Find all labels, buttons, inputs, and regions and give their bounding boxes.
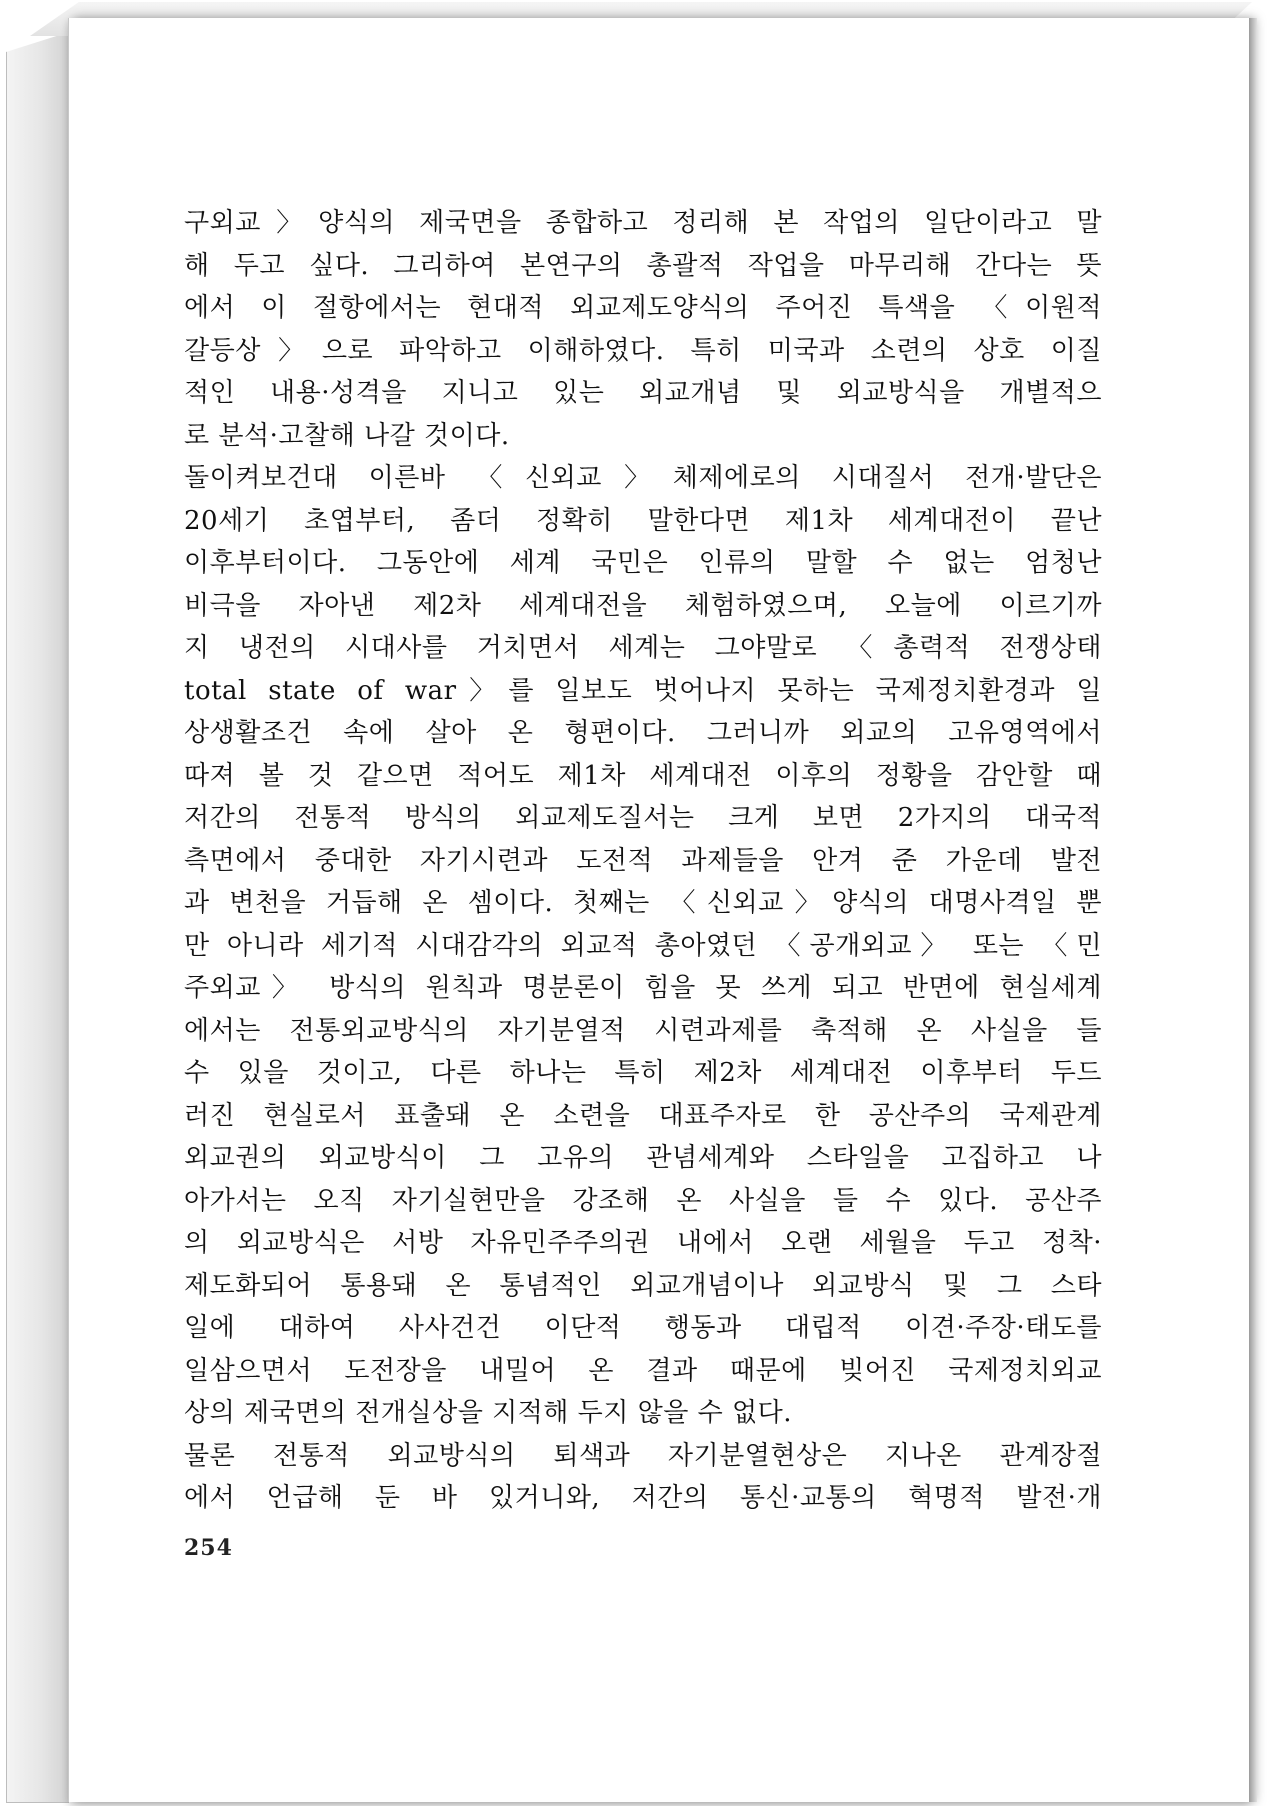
page-number: 254: [184, 1535, 233, 1561]
text-line: 만 아니라 세기적 시대감각의 외교적 총아였던 〈공개외교〉 또는 〈민: [184, 930, 1102, 961]
text-line: 러진 현실로서 표출돼 온 소련을 대표주자로 한 공산주의 국제관계: [184, 1100, 1102, 1131]
text-line: 물론 전통적 외교방식의 퇴색과 자기분열현상은 지나온 관계장절: [184, 1440, 1102, 1471]
text-line: 외교권의 외교방식이 그 고유의 관념세계와 스타일을 고집하고 나: [184, 1143, 1102, 1173]
body-text: [184, 202, 1102, 1520]
text-line: 주외교〉 방식의 원칙과 명분론이 힘을 못 쓰게 되고 반면에 현실세계: [184, 973, 1102, 1003]
text-line: 적인 내용·성격을 지니고 있는 외교개념 및 외교방식을 개별적으: [184, 378, 1102, 408]
text-line: 상생활조건 속에 살아 온 형편이다. 그러니까 외교의 고유영역에서: [184, 718, 1102, 748]
text-line: 과 변천을 거듭해 온 셈이다. 첫째는 〈신외교〉양식의 대명사격일 뿐: [184, 888, 1102, 918]
text-line: 갈등상〉으로 파악하고 이해하였다. 특히 미국과 소련의 상호 이질: [184, 335, 1102, 366]
text-line: total state of war〉를 일보도 벗어나지 못하는 국제정치환경과 일: [184, 675, 1102, 706]
text-line: 따져 볼 것 같으면 적어도 제1차 세계대전 이후의 정황을 감안할 때: [184, 760, 1102, 791]
text-line: 제도화되어 통용돼 온 통념적인 외교개념이나 외교방식 및 그 스타: [184, 1270, 1102, 1301]
text-line: 의 외교방식은 서방 자유민주주의권 내에서 오랜 세월을 두고 정착·: [184, 1228, 1102, 1258]
book-spine: [6, 32, 69, 1803]
text-line: 수 있을 것이고, 다른 하나는 특히 제2차 세계대전 이후부터 두드: [184, 1058, 1102, 1088]
text-line: 지 냉전의 시대사를 거치면서 세계는 그야말로 〈총력적 전쟁상태: [184, 633, 1102, 663]
text-line: 측면에서 중대한 자기시련과 도전적 과제들을 안겨 준 가운데 발전: [184, 845, 1102, 876]
text-line: 일에 대하여 사사건건 이단적 행동과 대립적 이견·주장·태도를: [184, 1313, 1102, 1343]
text-line: 저간의 전통적 방식의 외교제도질서는 크게 보면 2가지의 대국적: [184, 803, 1102, 833]
text-line: 에서 언급해 둔 바 있거니와, 저간의 통신·교통의 혁명적 발전·개: [184, 1483, 1102, 1513]
text-line: 로 분석·고찰해 나갈 것이다.: [184, 420, 510, 451]
text-line: 이후부터이다. 그동안에 세계 국민은 인류의 말할 수 없는 엄청난: [184, 548, 1102, 578]
text-line: 20세기 초엽부터, 좀더 정확히 말한다면 제1차 세계대전이 끝난: [184, 505, 1102, 536]
text-line: 일삼으면서 도전장을 내밀어 온 결과 때문에 빚어진 국제정치외교: [184, 1355, 1102, 1386]
text-line: 비극을 자아낸 제2차 세계대전을 체험하였으며, 오늘에 이르기까: [184, 590, 1102, 621]
text-line: 구외교〉양식의 제국면을 종합하고 정리해 본 작업의 일단이라고 말: [184, 208, 1102, 238]
text-line: 에서는 전통외교방식의 자기분열적 시련과제를 축적해 온 사실을 들: [184, 1015, 1102, 1046]
text-line: 해 두고 싶다. 그리하여 본연구의 총괄적 작업을 마무리해 간다는 뜻: [184, 250, 1102, 281]
text-line: 아가서는 오직 자기실현만을 강조해 온 사실을 들 수 있다. 공산주: [184, 1185, 1102, 1216]
text-line: 돌이켜보건대 이른바 〈신외교〉체제에로의 시대질서 전개·발단은: [184, 463, 1102, 493]
page-edge-shadow: [1249, 18, 1257, 1802]
text-line: 상의 제국면의 전개실상을 지적해 두지 않을 수 없다.: [184, 1398, 793, 1428]
text-line: 에서 이 절항에서는 현대적 외교제도양식의 주어진 특색을 〈이원적: [184, 293, 1102, 323]
